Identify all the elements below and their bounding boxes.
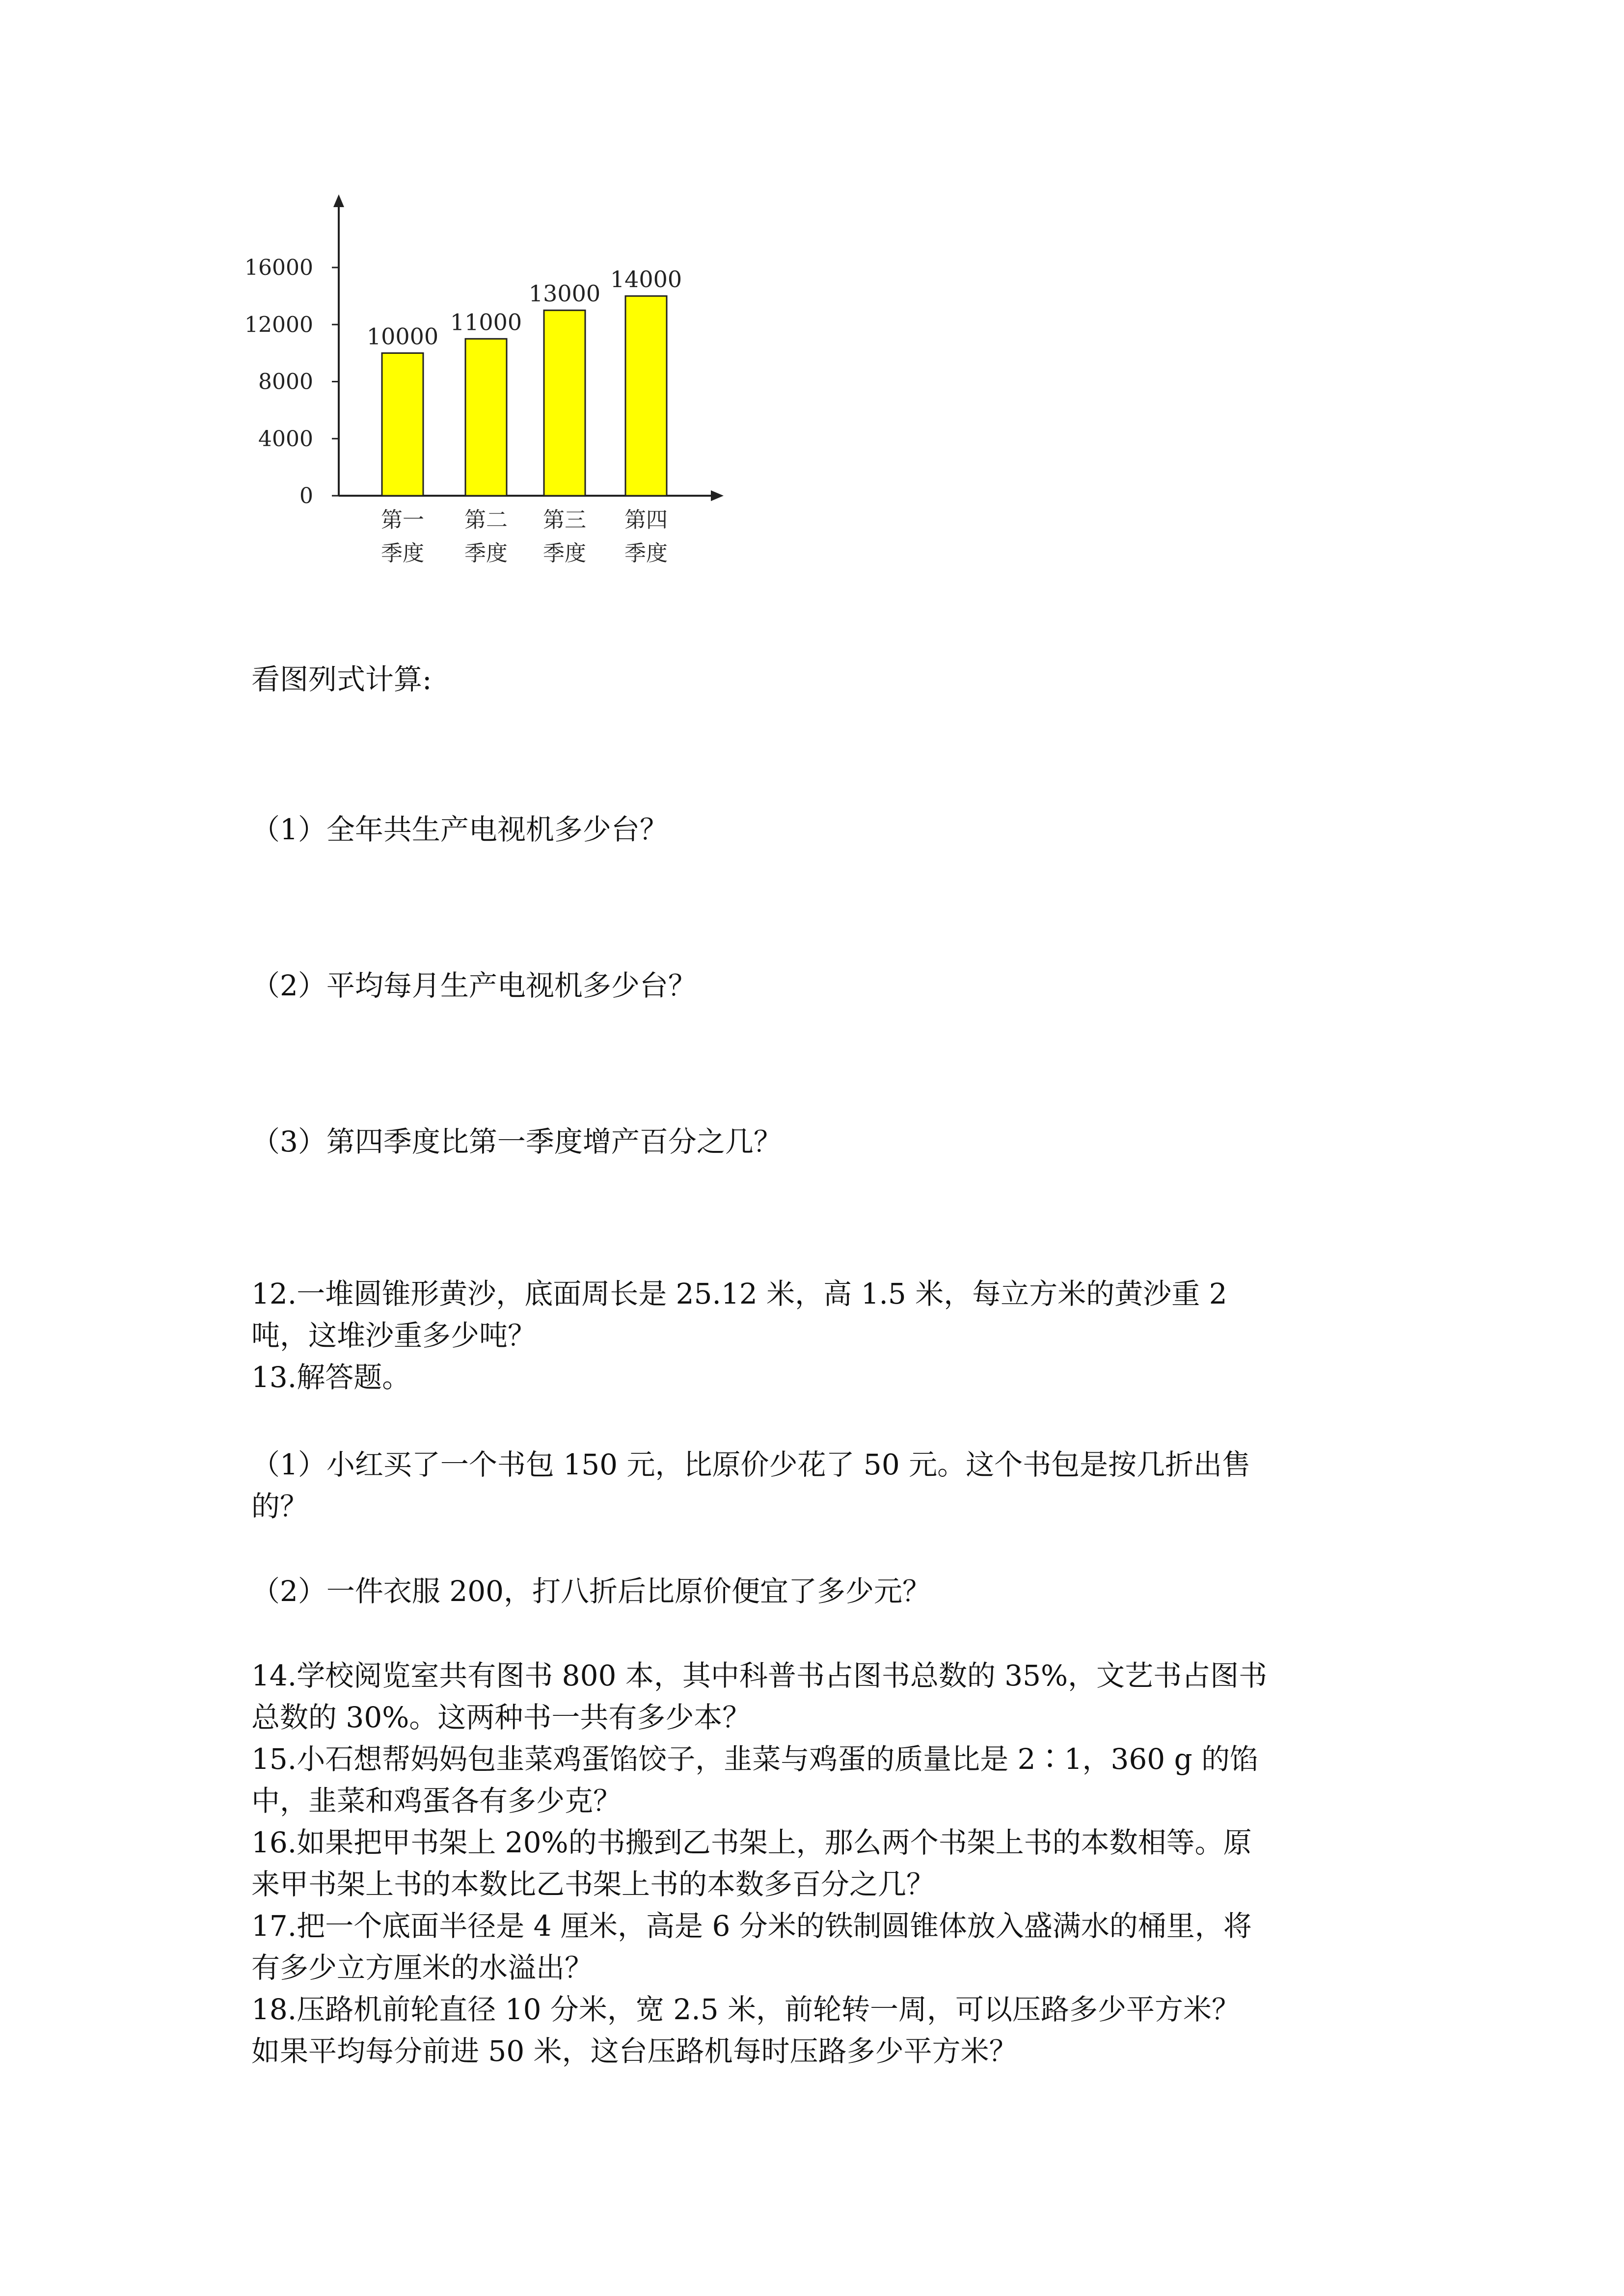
- bar-value-label: 11000: [450, 309, 522, 336]
- y-axis-arrow: [333, 194, 344, 207]
- chart-bars: [367, 266, 682, 496]
- y-tick-label: 4000: [258, 426, 313, 452]
- question-13-part-1: [251, 1444, 1400, 1527]
- x-category-label: 季度: [381, 541, 424, 566]
- question-13-part-2: [251, 1571, 1400, 1612]
- sub-question-3: [251, 1121, 1400, 1163]
- x-category-label: 第四: [624, 507, 668, 533]
- x-axis-arrow: [711, 490, 724, 501]
- question-15-line-1: 15.小石想帮妈妈包韭菜鸡蛋馅饺子，韭菜与鸡蛋的质量比是 2∶1，360 g 的馅: [251, 1742, 1259, 1776]
- prompt-text: 看图列式计算:: [251, 663, 432, 696]
- bar-value-label: 14000: [610, 266, 682, 293]
- x-category-label: 第三: [543, 507, 586, 533]
- question-16-line-1: 16.如果把甲书架上 20%的书搬到乙书架上，那么两个书架上书的本数相等。原: [251, 1826, 1252, 1859]
- question-14-line-1: 14.学校阅览室共有图书 800 本，其中科普书占图书总数的 35%，文艺书占图书: [251, 1659, 1268, 1692]
- question-13-part-1-line-2: 的？: [251, 1490, 309, 1523]
- sub-question-2-text: （2）平均每月生产电视机多少台？: [251, 969, 697, 1002]
- x-axis-labels: [381, 507, 668, 566]
- bar: [625, 296, 667, 496]
- question-18-line-1: 18.压路机前轮直径 10 分米，宽 2.5 米，前轮转一周，可以压路多少平方米？: [251, 1993, 1241, 2026]
- y-tick-label: 8000: [258, 369, 313, 395]
- bar-value-label: 13000: [528, 280, 601, 307]
- sub-question-3-text: （3）第四季度比第一季度增产百分之几？: [251, 1125, 782, 1158]
- question-13-title: 13.解答题。: [251, 1361, 411, 1394]
- sub-question-1: [251, 809, 1400, 851]
- question-16-line-2: 来甲书架上书的本数比乙书架上书的本数多百分之几？: [251, 1868, 935, 1901]
- question-18-line-2: 如果平均每分前进 50 米，这台压路机每时压路多少平方米？: [251, 2034, 1018, 2068]
- questions-14-to-18: [251, 1655, 1400, 2072]
- y-tick-label: 16000: [244, 255, 313, 280]
- sub-question-1-text: （1）全年共生产电视机多少台？: [251, 813, 668, 846]
- x-category-label: 第二: [464, 507, 508, 533]
- bar-value-label: 10000: [366, 323, 439, 350]
- y-tick-label: 12000: [244, 312, 313, 338]
- bar: [544, 310, 585, 496]
- question-12-line-2: 吨，这堆沙重多少吨？: [251, 1319, 537, 1352]
- sub-question-2: [251, 965, 1400, 1007]
- question-13-part-1-line-1: （1）小红买了一个书包 150 元，比原价少花了 50 元。这个书包是按几折出售: [251, 1448, 1251, 1481]
- bar: [465, 339, 507, 496]
- x-category-label: 季度: [624, 541, 668, 566]
- x-category-label: 季度: [464, 541, 508, 566]
- question-14-line-2: 总数的 30%。这两种书一共有多少本？: [251, 1701, 751, 1734]
- y-tick-label: 0: [299, 483, 313, 508]
- question-12: [251, 1273, 1400, 1398]
- x-category-label: 第一: [381, 507, 424, 533]
- y-axis-ticks: [244, 255, 339, 508]
- question-17-line-1: 17.把一个底面半径是 4 厘米，高是 6 分米的铁制圆锥体放入盛满水的桶里，将: [251, 1909, 1252, 1943]
- question-17-line-2: 有多少立方厘米的水溢出？: [251, 1951, 594, 1984]
- question-12-line-1: 12.一堆圆锥形黄沙，底面周长是 25.12 米，高 1.5 米，每立方米的黄沙重 2: [251, 1277, 1227, 1310]
- question-15-line-2: 中，韭菜和鸡蛋各有多少克？: [251, 1784, 622, 1817]
- bar: [382, 353, 423, 496]
- x-category-label: 季度: [543, 541, 586, 566]
- quarterly-bar-chart: [236, 187, 746, 589]
- calculation-prompt: [251, 659, 1400, 700]
- question-13-part-2-text: （2）一件衣服 200，打八折后比原价便宜了多少元？: [251, 1575, 931, 1608]
